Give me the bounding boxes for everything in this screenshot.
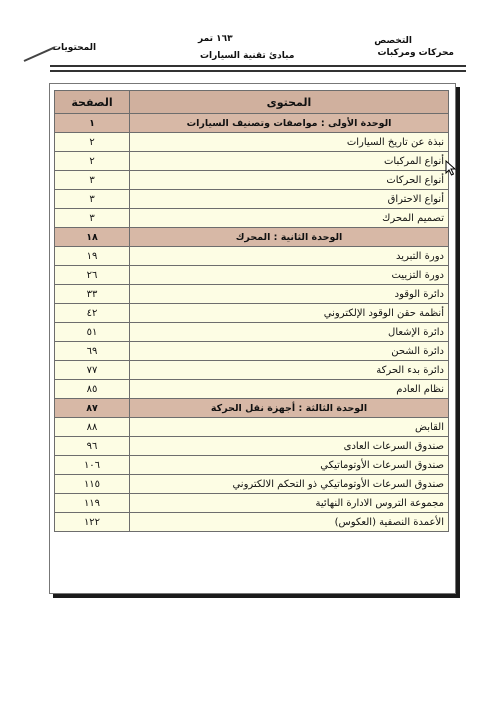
entry-title: صندوق السرعات الأوتوماتيكي ذو التحكم الالكتروني	[130, 475, 449, 494]
entry-title: مجموعة التروس الادارة النهائية	[130, 494, 449, 513]
table-row[interactable]	[55, 361, 449, 380]
entry-page: ٣٣	[55, 285, 130, 304]
entry-page: ١١٩	[55, 494, 130, 513]
table-row[interactable]	[55, 475, 449, 494]
entry-page: ٣	[55, 171, 130, 190]
entry-page: ٧٧	[55, 361, 130, 380]
entry-page: ٦٩	[55, 342, 130, 361]
entry-page: ٤٢	[55, 304, 130, 323]
entry-page: ٨٧	[55, 399, 130, 418]
entry-title: أنظمة حقن الوقود الإلكتروني	[130, 304, 449, 323]
column-header-content: المحتوى	[130, 91, 449, 114]
entry-title: دائرة بدء الحركة	[130, 361, 449, 380]
course-name: مبادئ تقنية السيارات	[200, 51, 295, 61]
entry-title: الوحدة الثانية : المحرك	[130, 228, 449, 247]
entry-page: ١٩	[55, 247, 130, 266]
entry-page: ٨٥	[55, 380, 130, 399]
entry-page: ٢	[55, 133, 130, 152]
entry-title: دورة التبريد	[130, 247, 449, 266]
table-row[interactable]	[55, 456, 449, 475]
unit-row[interactable]	[55, 228, 449, 247]
entry-title: صندوق السرعات الأوتوماتيكي	[130, 456, 449, 475]
entry-page: ٣	[55, 190, 130, 209]
column-header-page: الصفحة	[55, 91, 130, 114]
entry-title: الوحدة الأولى : مواصفات وتصنيف السيارات	[130, 114, 449, 133]
table-header-row	[55, 91, 449, 114]
entry-page: ٥١	[55, 323, 130, 342]
table-row[interactable]	[55, 323, 449, 342]
entry-page: ١	[55, 114, 130, 133]
entry-page: ١١٥	[55, 475, 130, 494]
unit-row[interactable]	[55, 114, 449, 133]
entry-page: ٢	[55, 152, 130, 171]
table-row[interactable]	[55, 152, 449, 171]
entry-title: أنواع الحركات	[130, 171, 449, 190]
table-row[interactable]	[55, 285, 449, 304]
entry-title: دائرة الإشعال	[130, 323, 449, 342]
table-row[interactable]	[55, 209, 449, 228]
entry-page: ٩٦	[55, 437, 130, 456]
mouse-pointer-icon	[445, 160, 457, 176]
entry-title: دائرة الشحن	[130, 342, 449, 361]
entry-title: صندوق السرعات العادى	[130, 437, 449, 456]
table-row[interactable]	[55, 190, 449, 209]
entry-page: ٢٦	[55, 266, 130, 285]
entry-title: دورة التزييت	[130, 266, 449, 285]
table-row[interactable]	[55, 494, 449, 513]
table-row[interactable]	[55, 171, 449, 190]
contents-table	[54, 90, 449, 532]
entry-page: ١٠٦	[55, 456, 130, 475]
table-row[interactable]	[55, 247, 449, 266]
entry-title: الأعمدة النصفية (العكوس)	[130, 513, 449, 532]
program-name: محركات ومركبات	[377, 48, 454, 58]
entry-page: ٣	[55, 209, 130, 228]
header-rule-slash	[24, 46, 56, 62]
entry-title: أنواع الاحتراق	[130, 190, 449, 209]
table-row[interactable]	[55, 513, 449, 532]
entry-page: ١٢٢	[55, 513, 130, 532]
entry-title: الوحدة الثالثة : أجهزة نقل الحركة	[130, 399, 449, 418]
entry-title: أنواع المركبات	[130, 152, 449, 171]
table-row[interactable]	[55, 342, 449, 361]
section-title: المحتويات	[52, 43, 97, 53]
entry-title: دائرة الوقود	[130, 285, 449, 304]
entry-page: ١٨	[55, 228, 130, 247]
table-row[interactable]	[55, 437, 449, 456]
entry-title: القابض	[130, 418, 449, 437]
table-row[interactable]	[55, 380, 449, 399]
unit-row[interactable]	[55, 399, 449, 418]
header-rule-bottom	[50, 70, 466, 72]
table-row[interactable]	[55, 418, 449, 437]
entry-title: تصميم المحرك	[130, 209, 449, 228]
table-row[interactable]	[55, 133, 449, 152]
contents-panel	[49, 83, 456, 594]
course-code: ١٦٣ تمر	[198, 34, 233, 44]
specialty-label: التخصص	[374, 36, 412, 46]
entry-title: نظام العادم	[130, 380, 449, 399]
table-row[interactable]	[55, 304, 449, 323]
table-row[interactable]	[55, 266, 449, 285]
header-rule-top	[50, 65, 466, 67]
entry-title: نبذة عن تاريخ السيارات	[130, 133, 449, 152]
entry-page: ٨٨	[55, 418, 130, 437]
